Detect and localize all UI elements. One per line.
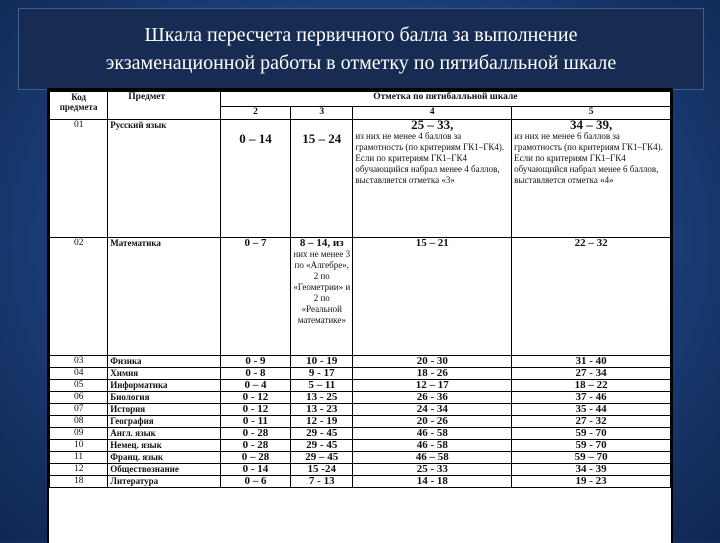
grade-3-cell: 7 - 13 [291,476,353,488]
row-subject: Физика [108,356,221,368]
grade-3-cell: 5 – 11 [291,380,353,392]
grade-3-cell: 15 – 24 [291,120,353,238]
grade-3-cell [291,238,353,356]
row-subject: Франц. язык [108,452,221,464]
table-row [50,476,671,488]
row-code: 18 [50,476,108,488]
grade-2-cell: 0 - 11 [220,416,290,428]
grade-2-cell: 0 – 6 [220,476,290,488]
grade-4-cell: 46 - 58 [353,440,512,452]
grade-4-cell: 14 - 18 [353,476,512,488]
table-row [50,464,671,476]
grade-4-cell [353,117,512,238]
header-grade-2: 2 [220,107,290,120]
row-code: 05 [50,380,108,392]
grade-3-cell: 29 – 45 [291,452,353,464]
table-row [50,440,671,452]
table-row [50,416,671,428]
score-conversion-table [49,91,671,488]
grade-5-cell: 27 - 32 [512,416,671,428]
grade-2-cell: 0 - 8 [220,368,290,380]
grade-4-cell: 46 – 58 [353,452,512,464]
grade-3-cell: 10 - 19 [291,356,353,368]
grade-3-note: них не менее 3 по «Алгебре», 2 по «Геометрии» и 2 по «Реальной математике» [293,248,351,325]
table-row [50,368,671,380]
grade-4-cell: 24 - 34 [353,404,512,416]
grade-3-cell: 9 - 17 [291,368,353,380]
grade-2-cell: 0 - 28 [220,440,290,452]
header-scale: Отметка по пятибалльной шкале [220,92,670,107]
grade-4-note: из них не менее 4 баллов за грамотность (по критериям ГК1–ГК4). Если по критериям ГК1–ГК4 обучающийся набрал менее 4 баллов, выставляется отметка «3» [355,130,505,185]
grade-4-cell: 20 - 30 [353,356,512,368]
row-code: 01 [50,120,108,238]
header-grade-5: 5 [512,107,671,120]
row-subject: История [108,404,221,416]
grade-4-cell: 15 – 21 [353,238,512,356]
grade-5-cell: 19 - 23 [512,476,671,488]
table-row [50,392,671,404]
row-code: 04 [50,368,108,380]
grade-2-cell: 0 – 14 [220,120,290,238]
table-row [50,452,671,464]
row-code: 09 [50,428,108,440]
grade-5-cell: 37 - 46 [512,392,671,404]
grade-2-cell: 0 – 4 [220,380,290,392]
header-subject: Предмет [108,92,221,120]
grade-2-cell: 0 – 7 [220,238,290,356]
row-subject: Биология [108,392,221,404]
row-subject: Немец. язык [108,440,221,452]
grade-5-cell: 59 - 70 [512,440,671,452]
table-row [50,404,671,416]
row-subject: Химия [108,368,221,380]
header-grade-4: 4 [353,107,512,120]
row-subject: Обществознание [108,464,221,476]
row-subject: Математика [108,238,221,356]
row-code: 08 [50,416,108,428]
grade-4-cell: 12 – 17 [353,380,512,392]
grade-4-cell: 18 - 26 [353,368,512,380]
table-row [50,428,671,440]
title-line-2: экзаменационной работы в отметку по пятибалльной шкале [105,52,617,74]
grade-4-cell: 20 - 26 [353,416,512,428]
grade-2-cell: 0 - 12 [220,392,290,404]
row-code: 10 [50,440,108,452]
grade-3-cell: 29 - 45 [291,440,353,452]
grade-5-cell: 35 - 44 [512,404,671,416]
grade-4-cell: 26 - 36 [353,392,512,404]
table-row [50,120,671,238]
grade-3-cell: 13 - 23 [291,404,353,416]
grade-2-cell: 0 - 14 [220,464,290,476]
table-row [50,356,671,368]
row-code: 12 [50,464,108,476]
row-subject: Литература [108,476,221,488]
grade-3-cell: 15 -24 [291,464,353,476]
row-subject: География [108,416,221,428]
slide-title [18,8,704,90]
row-code: 06 [50,392,108,404]
grade-5-range: 34 – 39, [569,117,613,132]
table-row [50,238,671,356]
grade-5-cell [512,117,671,238]
row-subject: Англ. язык [108,428,221,440]
grade-5-note: из них не менее 6 баллов за грамотность (по критериям ГК1–ГК4). Если по критериям ГК1–ГК4 обучающийся набрал менее 6 баллов, выставляется отметка «4» [514,130,663,185]
grade-4-range: 25 – 33, [411,117,454,132]
grade-3-cell: 13 - 25 [291,392,353,404]
grade-4-cell: 46 - 58 [353,428,512,440]
grade-3-range: 8 – 14, из [299,237,344,249]
row-subject: Информатика [108,380,221,392]
table-row [50,380,671,392]
grade-5-cell: 27 - 34 [512,368,671,380]
row-code: 07 [50,404,108,416]
grade-5-cell: 31 - 40 [512,356,671,368]
grade-2-cell: 0 - 9 [220,356,290,368]
grade-3-cell: 29 - 45 [291,428,353,440]
score-table-sheet [47,88,673,543]
header-grade-3: 3 [291,107,353,120]
row-code: 11 [50,452,108,464]
title-line-1: Шкала пересчета первичного балла за выполнение [144,24,578,46]
grade-5-cell: 59 - 70 [512,428,671,440]
header-row [50,92,671,107]
row-code: 02 [50,238,108,356]
grade-5-cell: 18 – 22 [512,380,671,392]
grade-5-cell: 22 – 32 [512,238,671,356]
row-subject: Русский язык [108,120,221,238]
grade-2-cell: 0 - 12 [220,404,290,416]
grade-5-cell: 59 – 70 [512,452,671,464]
header-code: Код предмета [50,92,108,120]
row-code: 03 [50,356,108,368]
grade-3-cell: 12 - 19 [291,416,353,428]
grade-2-cell: 0 – 28 [220,452,290,464]
grade-5-cell: 34 - 39 [512,464,671,476]
grade-2-cell: 0 - 28 [220,428,290,440]
grade-4-cell: 25 - 33 [353,464,512,476]
